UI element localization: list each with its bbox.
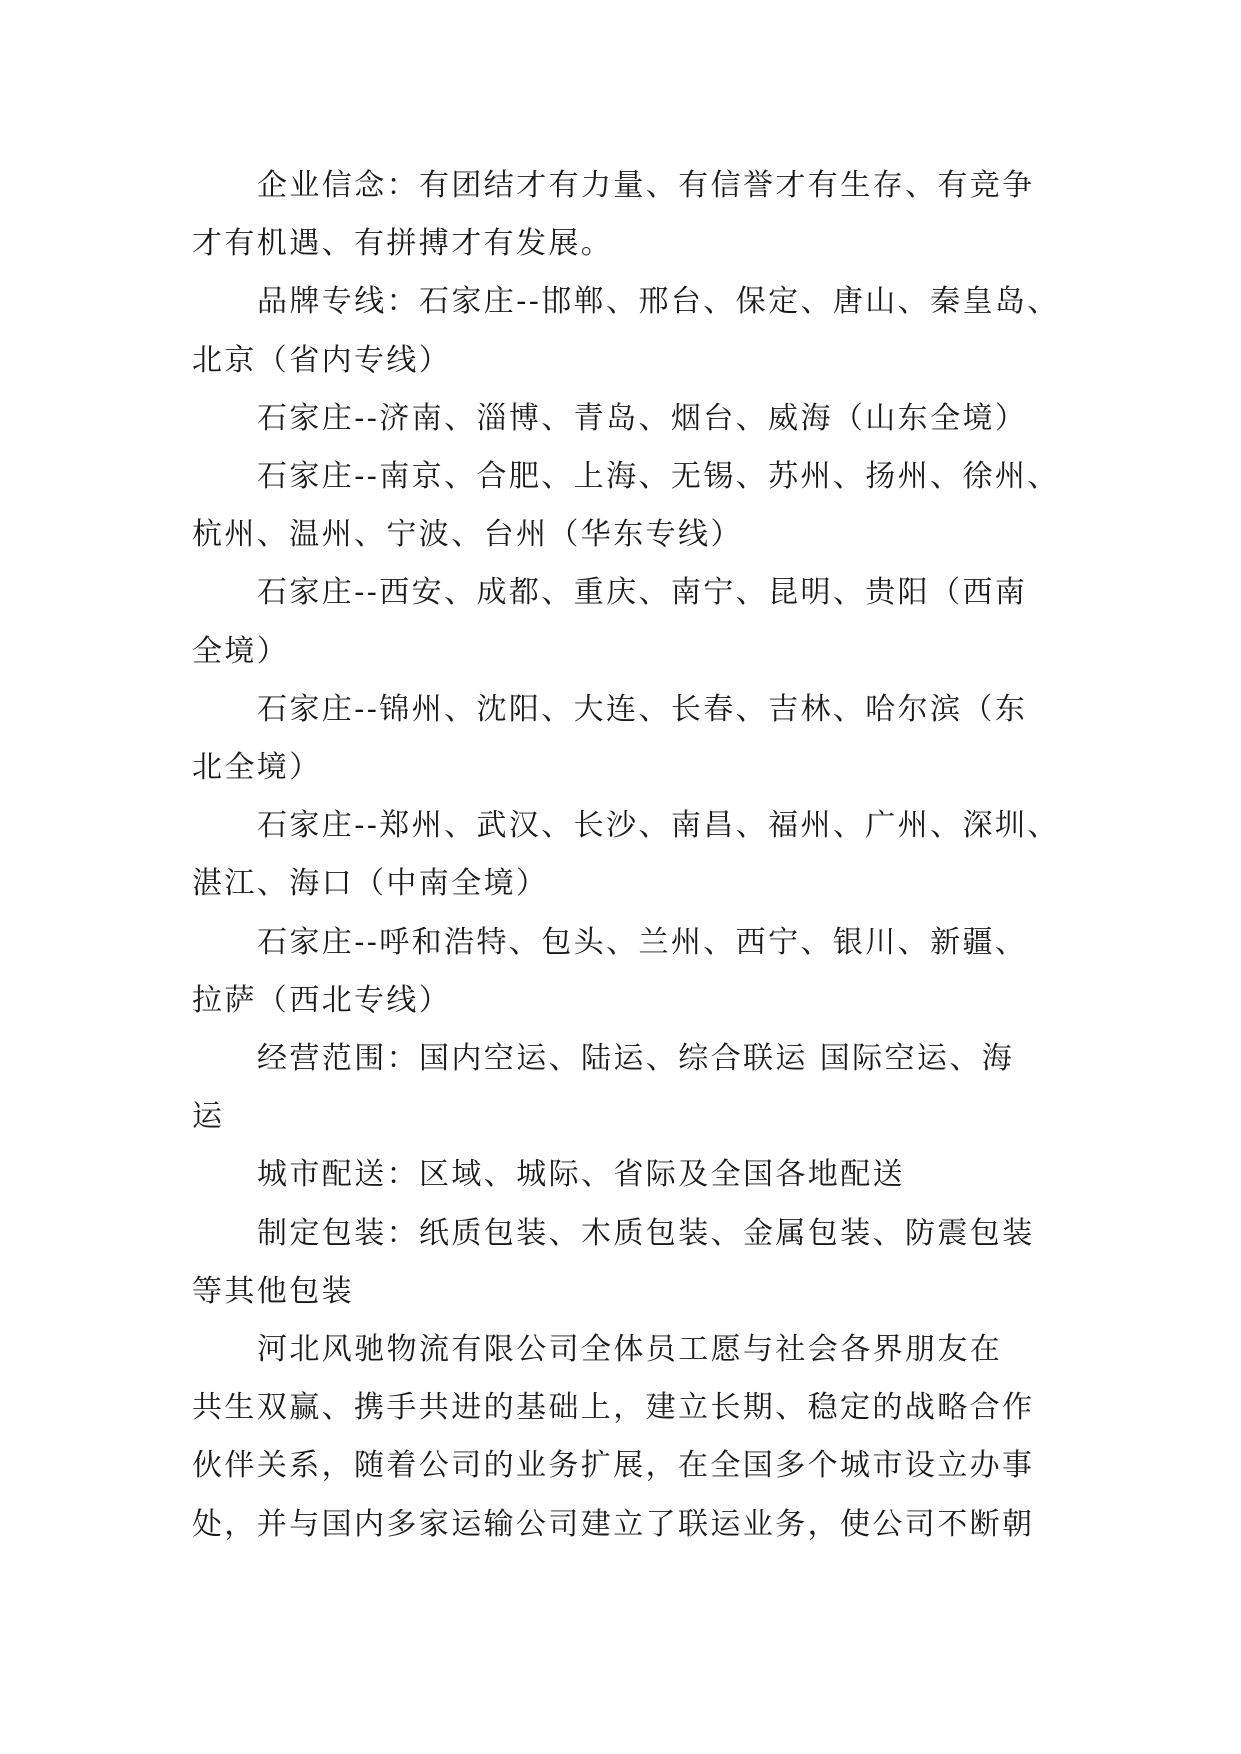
text-line: 全境） [192, 633, 290, 669]
paragraph [192, 448, 1062, 564]
text-line: 石家庄--济南、淄博、青岛、烟台、威海（山东全境） [257, 400, 1028, 436]
text-line: 湛江、海口（中南全境） [192, 866, 549, 902]
paragraph [192, 1146, 1062, 1204]
text-line: 才有机遇、有拼搏才有发展。 [192, 226, 614, 262]
paragraph [192, 681, 1062, 797]
text-line: 等其他包装 [192, 1273, 354, 1309]
paragraph [192, 797, 1062, 913]
text-line: 共生双赢、携手共进的基础上，建立长期、稳定的战略合作 [192, 1390, 1035, 1426]
text-line: 伙伴关系，随着公司的业务扩展，在全国多个城市设立办事 [192, 1448, 1035, 1484]
text-line: 石家庄--南京、合肥、上海、无锡、苏州、扬州、徐州、 [257, 459, 1060, 495]
text-line: 处，并与国内多家运输公司建立了联运业务，使公司不断朝 [192, 1506, 1035, 1542]
paragraph [192, 157, 1062, 273]
paragraph [192, 1321, 1062, 1554]
text-line: 运 [192, 1099, 225, 1135]
text-line: 品牌专线：石家庄--邯郸、邢台、保定、唐山、秦皇岛、 [257, 284, 1060, 320]
text-line: 河北风驰物流有限公司全体员工愿与社会各界朋友在 [257, 1332, 1003, 1368]
text-line: 石家庄--西安、成都、重庆、南宁、昆明、贵阳（西南 [257, 575, 1028, 611]
text-line: 拉萨（西北专线） [192, 982, 452, 1018]
text-line: 北全境） [192, 750, 322, 786]
text-line: 石家庄--锦州、沈阳、大连、长春、吉林、哈尔滨（东 [257, 691, 1028, 727]
paragraph [192, 1030, 1062, 1146]
text-line: 石家庄--呼和浩特、包头、兰州、西宁、银川、新疆、 [257, 924, 1028, 960]
paragraph [192, 914, 1062, 1030]
text-line: 经营范围：国内空运、陆运、综合联运 国际空运、海 [257, 1041, 1015, 1077]
text-line: 企业信念：有团结才有力量、有信誉才有生存、有竞争 [257, 168, 1035, 203]
paragraph [192, 390, 1062, 448]
paragraph [192, 1205, 1062, 1321]
text-line: 城市配送：区域、城际、省际及全国各地配送 [257, 1157, 905, 1193]
text-line: 北京（省内专线） [192, 342, 452, 378]
document-body [192, 157, 1062, 1554]
paragraph [192, 564, 1062, 680]
text-line: 制定包装：纸质包装、木质包装、金属包装、防震包装 [257, 1215, 1035, 1251]
text-line: 石家庄--郑州、武汉、长沙、南昌、福州、广州、深圳、 [257, 808, 1060, 844]
text-line: 杭州、温州、宁波、台州（华东专线） [192, 517, 743, 553]
paragraph [192, 273, 1062, 389]
